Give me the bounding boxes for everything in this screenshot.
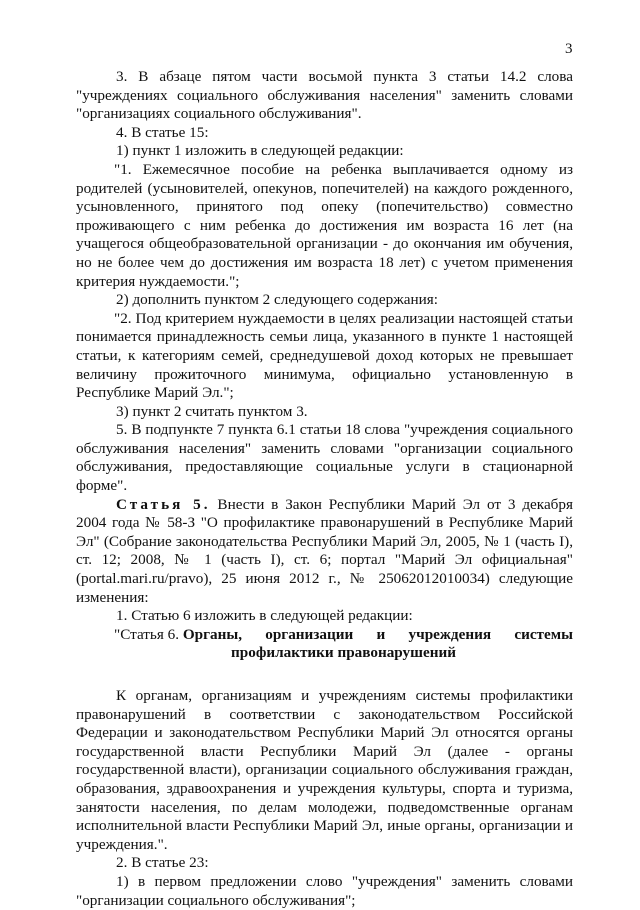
paragraph: 4. В статье 15: (116, 123, 209, 141)
paragraph: 1. Статью 6 изложить в следующей редакции: (116, 607, 413, 625)
paragraph: 1) в первом предложении слово "учреждения" заменить словами "организации социального обслуживания"; (76, 872, 573, 909)
paragraph: 3) пункт 2 считать пунктом 3. (116, 402, 308, 420)
title-word: учреждения (408, 625, 492, 643)
title-word: организации (265, 625, 354, 643)
article-5-paragraph (76, 496, 573, 608)
page-number: 3 (565, 41, 573, 57)
paragraph: "1. Ежемесячное пособие на ребенка выплачивается одному из родителей (усыновителей, опекунов, попечителей) на каждого рожденного, усыновленного, принятого под опеку (попечительство) совместно проживающего с ним ребенка до достижения им возраста 16 лет (на учащегося общеобразовательной организации - до окончания им обучения, но не более чем до достижения им возраста 18 лет) с учетом применения критерия нуждаемости."; (76, 160, 573, 290)
article-heading: Статья 5. (116, 495, 211, 513)
paragraph: К органам, организациям и учреждениям системы профилактики правонарушений в соответствии с законодательством Российской Федерации и законодательством Республики Марий Эл относятся органы государственной власти Республики Марий Эл (далее - органы государственной власти), организации социального обслуживания граждан, образования, здравоохранения и учреждения культуры, спорта и туризма, занятости населения, по делам молодежи, подведомственные органам исполнительной власти Республики Марий Эл, иные органы, организации и учреждения.". (76, 687, 573, 853)
paragraph: 2. В статье 23: (116, 854, 209, 872)
paragraph: 2) дополнить пунктом 2 следующего содержания: (116, 291, 438, 309)
spacer (76, 663, 573, 687)
paragraph: 1) пункт 1 изложить в следующей редакции: (116, 142, 404, 160)
article-text: Внести в Закон Республики Марий Эл от 3 декабря 2004 года № 58-З "О профилактике правонарушений в Республике Марий Эл" (Собрание законодательства Республики Марий Эл, 2005, № 1 (часть I), ст. 12; 2008, № 1 (часть I), ст. 6; портал "Марий Эл официальная" (portal.mari.ru/pravo), 25 июня 2012 г., № 25062012010034) следующие изменения: (76, 495, 573, 606)
paragraph: 5. В подпункте 7 пункта 6.1 статьи 18 слова "учреждения социального обслуживания населения" заменить словами "организации социального обслуживания, предоставляющие социальные услуги в стационарной форме". (76, 421, 573, 495)
article-6-title-line2: профилактики правонарушений (231, 644, 456, 662)
title-word: системы (514, 625, 573, 643)
paragraph: 3. В абзаце пятом части восьмой пункта 3 статьи 14.2 слова "учреждениях социального обслуживания населения" заменить словами "организациях социального обслуживания". (76, 68, 573, 123)
title-word: и (376, 625, 386, 643)
paragraph: "2. Под критерием нуждаемости в целях реализации настоящей статьи понимается принадлежность семьи лица, указанного в пункте 1 настоящей статьи, к категориям семей, среднедушевой доход которых не превышает величину прожиточного минимума, официально установленную в Республике Марий Эл."; (76, 309, 573, 402)
article-6-prefix: "Статья 6. Органы, (114, 625, 242, 643)
document-body (76, 68, 573, 910)
article-6-title (114, 626, 573, 645)
